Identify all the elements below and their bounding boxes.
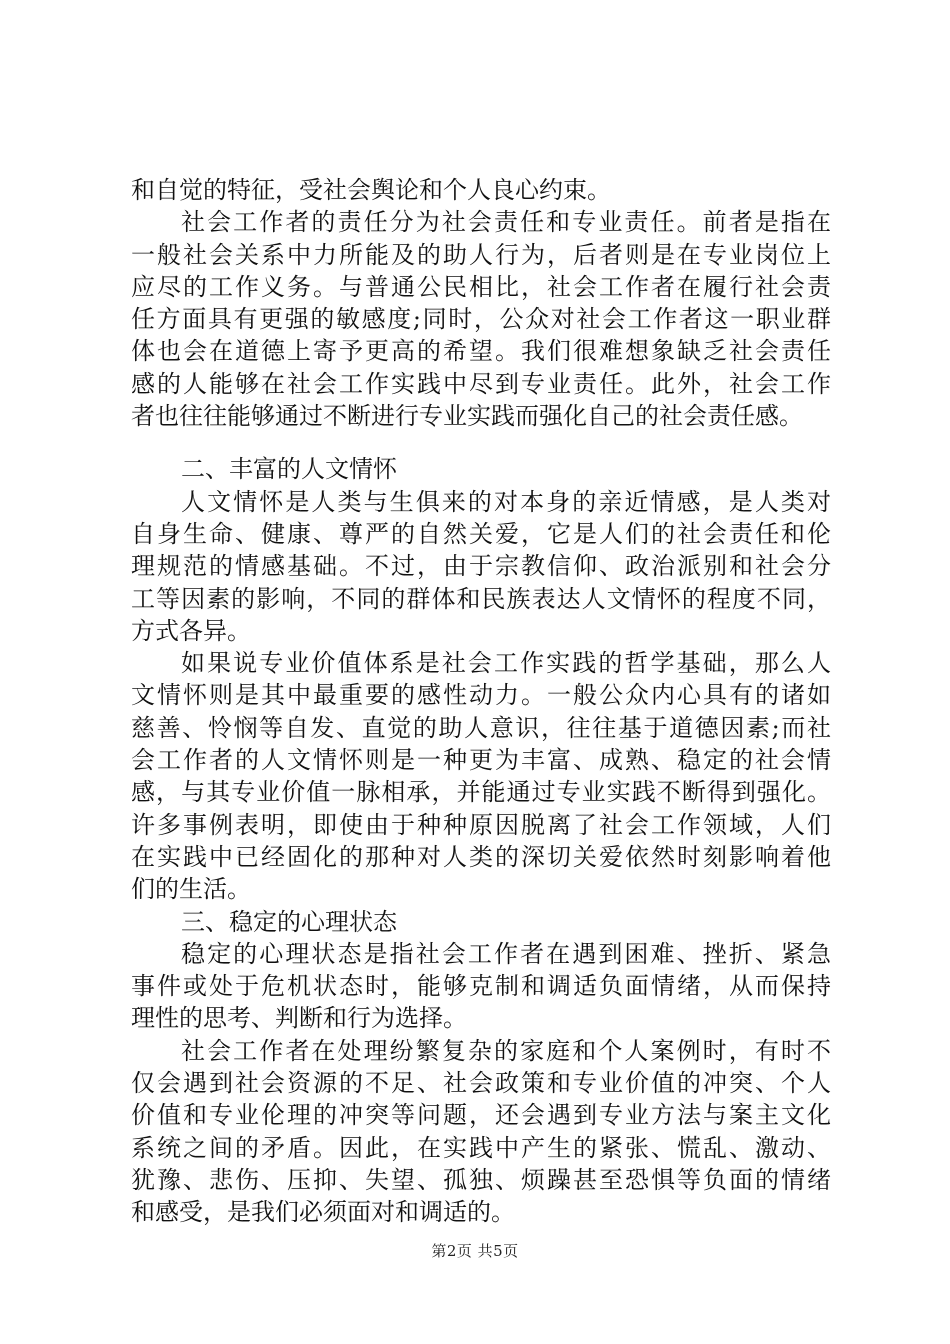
paragraph-line: 稳定的心理状态是指社会工作者在遇到困难、挫折、紧急 [181,939,831,968]
paragraph-line: 理性的思考、判断和行为选择。 [131,1004,467,1033]
paragraph-line: 和自觉的特征，受社会舆论和个人良心约束。 [131,176,611,204]
paragraph-line: 系统之间的矛盾。因此，在实践中产生的紧张、慌乱、激动、 [131,1133,831,1162]
paragraph-line: 如果说专业价值体系是社会工作实践的哲学基础，那么人 [181,649,831,678]
paragraph-line: 和感受，是我们必须面对和调适的。 [131,1198,515,1227]
section-heading: 二、丰富的人文情怀 [181,455,397,484]
paragraph-line: 犹豫、悲伤、压抑、失望、孤独、烦躁甚至恐惧等负面的情绪 [131,1165,831,1194]
paragraph-line: 者也往往能够通过不断进行专业实践而强化自己的社会责任感。 [131,402,803,431]
paragraph-line: 人文情怀是人类与生俱来的对本身的亲近情感，是人类对 [181,487,831,516]
paragraph-line: 自身生命、健康、尊严的自然关爱，它是人们的社会责任和伦 [131,519,831,548]
paragraph-line: 一般社会关系中力所能及的助人行为，后者则是在专业岗位上 [131,240,831,269]
paragraph [131,938,831,1035]
paragraph-line: 工等因素的影响，不同的群体和民族表达人文情怀的程度不同， [131,584,831,613]
paragraph-line: 文情怀则是其中最重要的感性动力。一般公众内心具有的诸如 [131,681,831,710]
paragraph [131,647,831,905]
paragraph [131,206,831,432]
paragraph-line: 理规范的情感基础。不过，由于宗教信仰、政治派别和社会分 [131,552,831,581]
paragraph-line: 社会工作者在处理纷繁复杂的家庭和个人案例时，有时不 [181,1036,831,1065]
section-spacer [131,432,831,453]
paragraph-line: 慈善、怜悯等自发、直觉的助人意识，往往基于道德因素;而社 [131,713,831,742]
paragraph [131,174,831,206]
paragraph-line: 仅会遇到社会资源的不足、社会政策和专业价值的冲突、个人 [131,1069,831,1098]
paragraph-line: 们的生活。 [131,875,251,904]
paragraph-line: 在实践中已经固化的那种对人类的深切关爱依然时刻影响着他 [131,842,831,871]
paragraph-line: 任方面具有更强的敏感度;同时，公众对社会工作者这一职业群 [131,305,831,334]
paragraph-line: 社会工作者的责任分为社会责任和专业责任。前者是指在 [181,208,831,237]
paragraph-line: 体也会在道德上寄予更高的希望。我们很难想象缺乏社会责任 [131,337,831,366]
paragraph [131,1035,831,1229]
paragraph-line: 会工作者的人文情怀则是一种更为丰富、成熟、稳定的社会情 [131,746,831,775]
page-footer: 第2页 共5页 [431,1242,519,1260]
paragraph [131,486,831,647]
section-heading: 三、稳定的心理状态 [181,907,397,936]
paragraph-line: 应尽的工作义务。与普通公民相比，社会工作者在履行社会责 [131,272,831,301]
document-body [131,174,831,1229]
paragraph-line: 事件或处于危机状态时，能够克制和调适负面情绪，从而保持 [131,972,831,1001]
paragraph-line: 方式各异。 [131,616,251,645]
paragraph-line: 价值和专业伦理的冲突等问题，还会遇到专业方法与案主文化 [131,1101,831,1130]
paragraph-line: 感的人能够在社会工作实践中尽到专业责任。此外，社会工作 [131,369,831,398]
paragraph-line: 许多事例表明，即使由于种种原因脱离了社会工作领域，人们 [131,810,831,839]
paragraph-line: 感，与其专业价值一脉相承，并能通过专业实践不断得到强化。 [131,778,831,807]
